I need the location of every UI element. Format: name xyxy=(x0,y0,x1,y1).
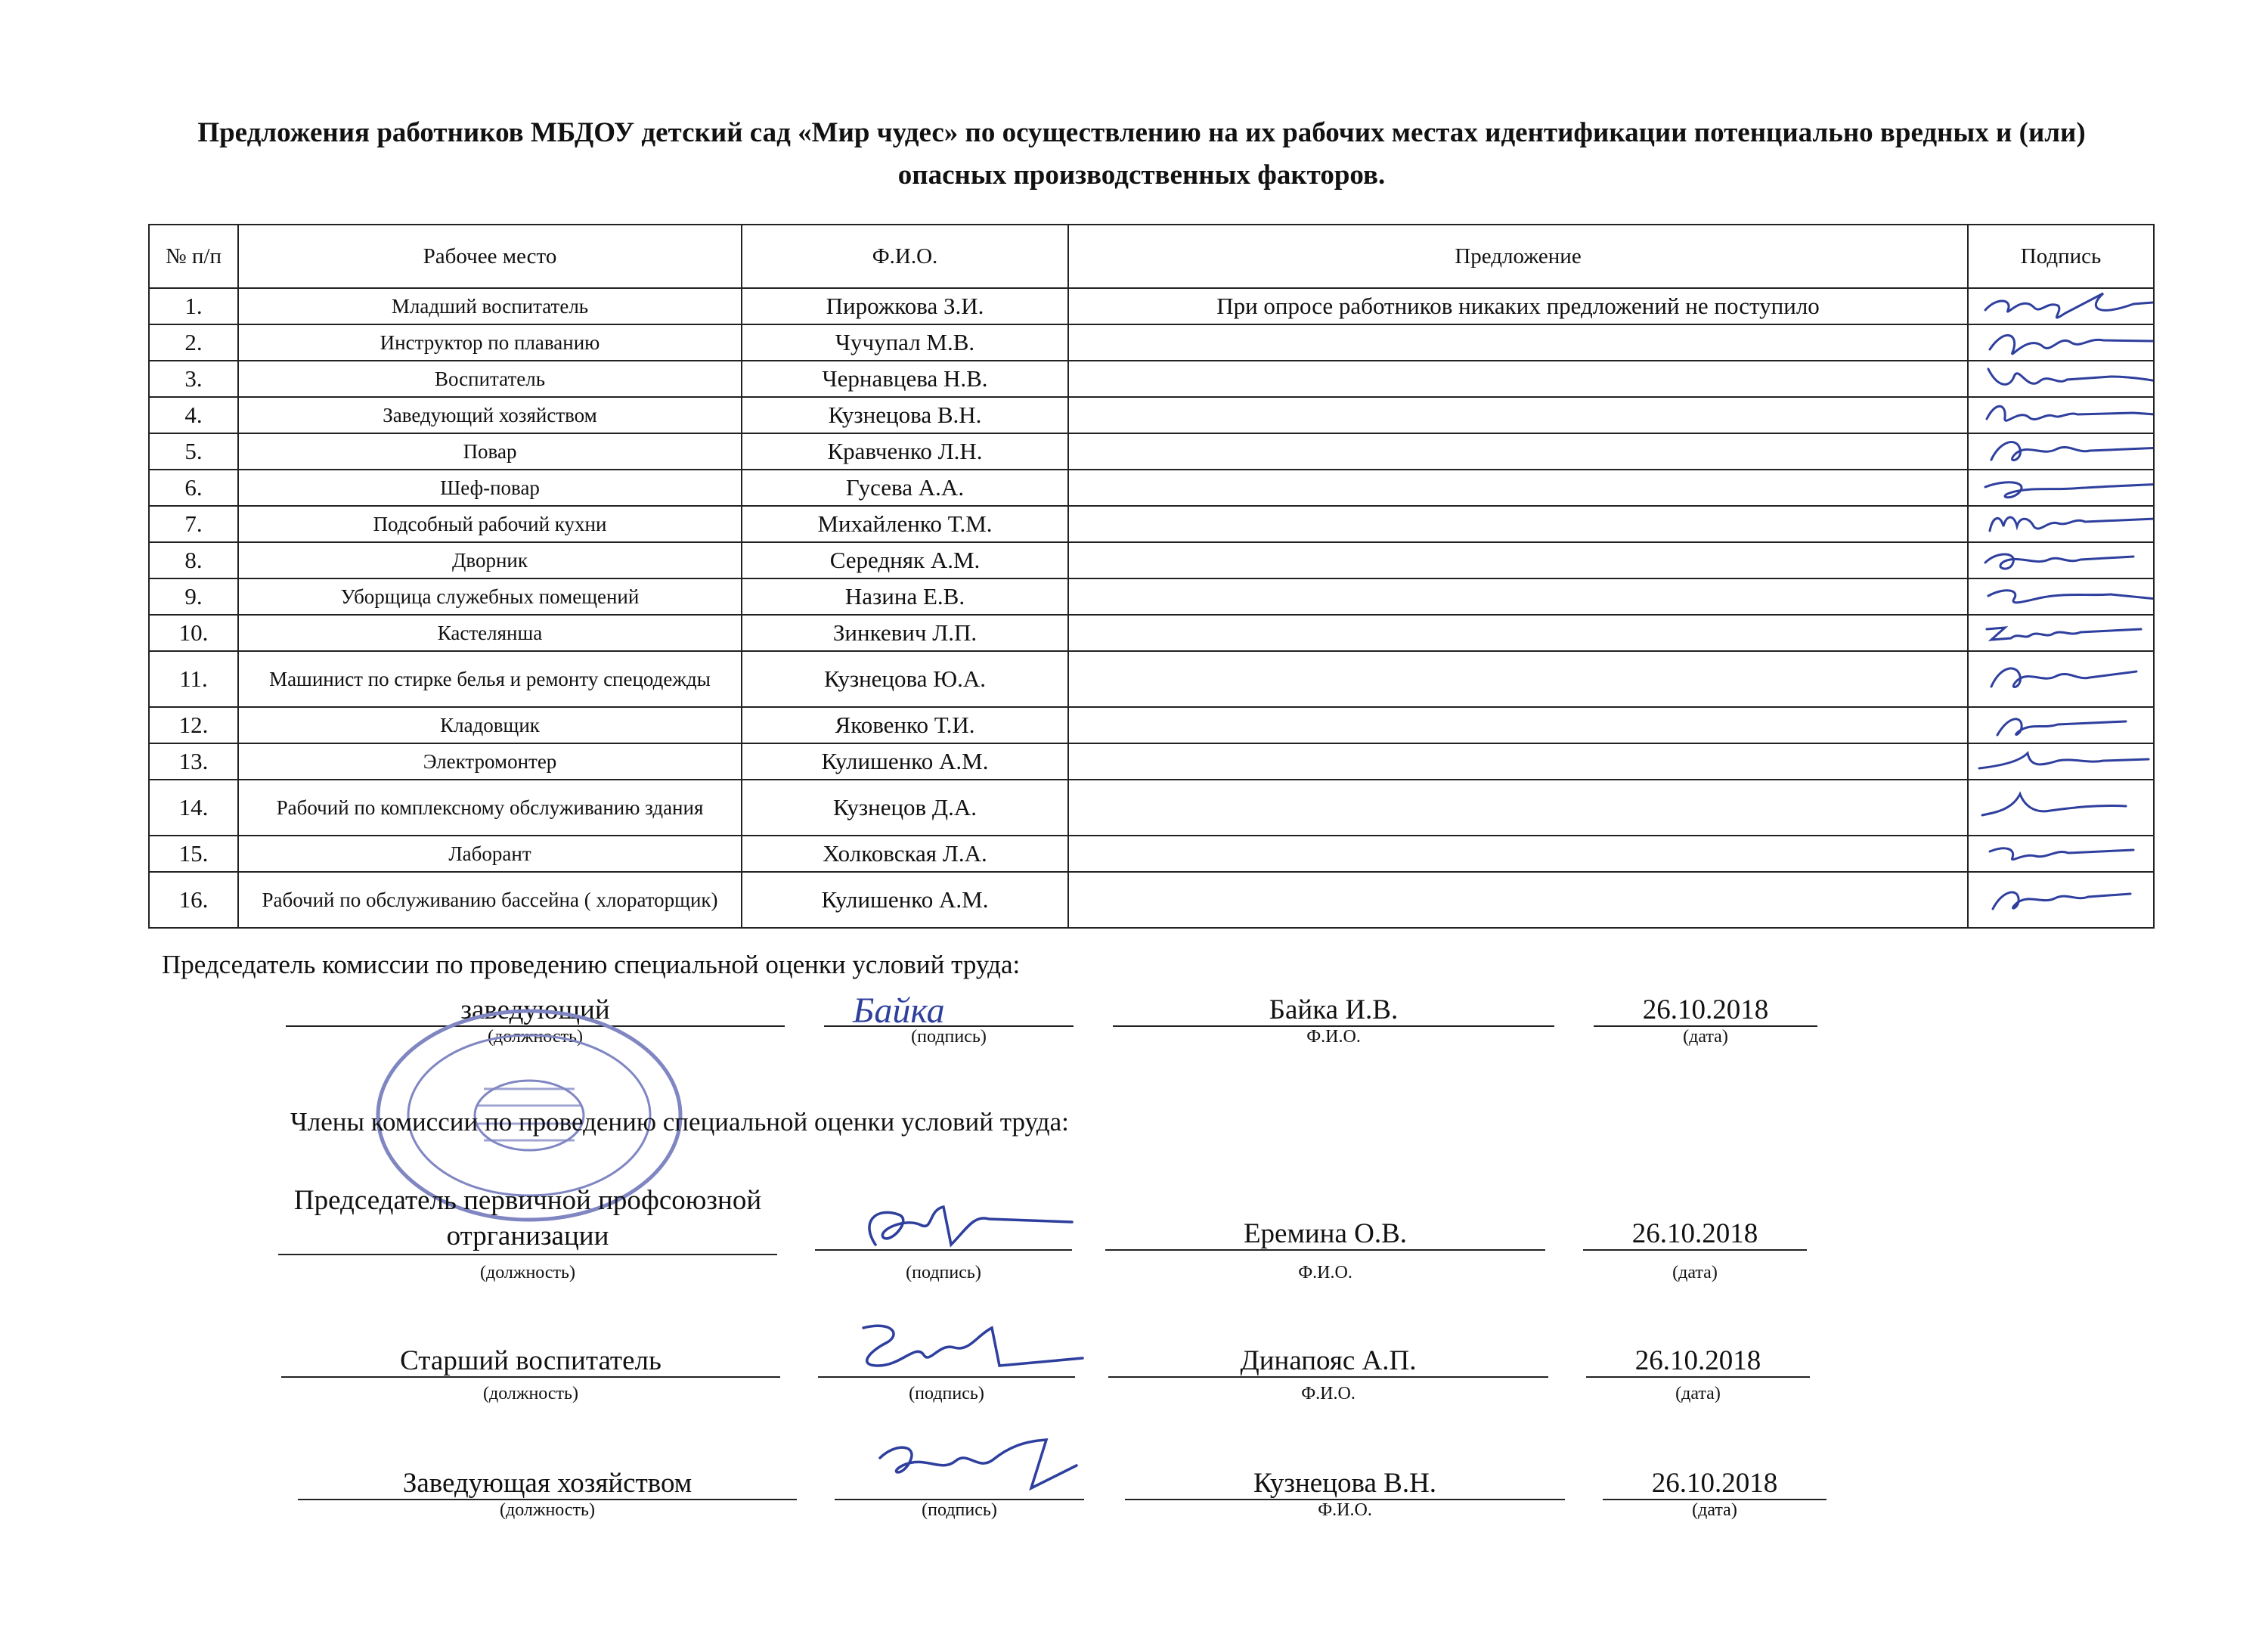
row-proposal: При опросе работников никаких предложений не поступило xyxy=(1068,288,1968,324)
member-handwritten-signature xyxy=(865,1428,1084,1503)
row-signature xyxy=(1968,542,2154,578)
chairman-heading: Председатель комиссии по проведению специальной оценки условий труда: xyxy=(162,950,1021,979)
handwritten-signature xyxy=(1975,542,2154,578)
caption-date: (дата) xyxy=(1672,1263,1718,1282)
member-position: Старший воспитатель xyxy=(281,1346,780,1378)
row-signature xyxy=(1968,651,2154,707)
row-num: 7. xyxy=(149,506,238,542)
row-signature xyxy=(1968,506,2154,542)
row-num: 2. xyxy=(149,324,238,361)
table-row xyxy=(149,542,2154,578)
row-fio: Кулишенко А.М. xyxy=(742,872,1068,928)
row-proposal xyxy=(1068,872,1968,928)
row-fio: Чучупал М.В. xyxy=(742,324,1068,361)
table-row xyxy=(149,324,2154,361)
row-workplace: Инструктор по плаванию xyxy=(238,324,742,361)
row-num: 15. xyxy=(149,836,238,872)
caption-name: Ф.И.О. xyxy=(1301,1384,1356,1403)
row-signature xyxy=(1968,836,2154,872)
row-workplace: Повар xyxy=(238,433,742,470)
chairman-name: Байка И.В. xyxy=(1113,995,1554,1027)
handwritten-signature xyxy=(1975,288,2154,324)
row-proposal xyxy=(1068,470,1968,506)
row-workplace: Заведующий хозяйством xyxy=(238,397,742,433)
member-name: Еремина О.В. xyxy=(1105,1219,1545,1251)
header-proposal: Предложение xyxy=(1068,225,1968,288)
row-num: 14. xyxy=(149,780,238,836)
caption-name: Ф.И.О. xyxy=(1306,1027,1361,1047)
row-signature xyxy=(1968,324,2154,361)
row-workplace: Шеф-повар xyxy=(238,470,742,506)
row-proposal xyxy=(1068,743,1968,780)
header-fio: Ф.И.О. xyxy=(742,225,1068,288)
caption-date: (дата) xyxy=(1675,1384,1721,1403)
row-num: 1. xyxy=(149,288,238,324)
row-num: 8. xyxy=(149,542,238,578)
member-position: Заведующая хозяйством xyxy=(298,1469,797,1500)
caption-date: (дата) xyxy=(1692,1500,1737,1520)
row-workplace: Рабочий по комплексному обслуживанию здания xyxy=(238,780,742,836)
row-fio: Середняк А.М. xyxy=(742,542,1068,578)
row-signature xyxy=(1968,615,2154,651)
row-num: 5. xyxy=(149,433,238,470)
header-workplace: Рабочее место xyxy=(238,225,742,288)
row-fio: Кузнецов Д.А. xyxy=(742,780,1068,836)
member-name: Кузнецова В.Н. xyxy=(1125,1469,1565,1500)
caption-signature: (подпись) xyxy=(911,1027,987,1047)
row-workplace: Младший воспитатель xyxy=(238,288,742,324)
table-row xyxy=(149,651,2154,707)
row-workplace: Уборщица служебных помещений xyxy=(238,578,742,615)
table-row xyxy=(149,433,2154,470)
handwritten-signature xyxy=(1975,836,2154,872)
row-workplace: Кастелянша xyxy=(238,615,742,651)
row-proposal xyxy=(1068,780,1968,836)
handwritten-signature xyxy=(1975,780,2154,836)
table-row xyxy=(149,780,2154,836)
handwritten-signature xyxy=(1975,470,2154,506)
row-signature xyxy=(1968,780,2154,836)
chairman-signature-text: Байка xyxy=(853,991,945,1031)
row-signature xyxy=(1968,578,2154,615)
table-row xyxy=(149,470,2154,506)
header-num: № п/п xyxy=(149,225,238,288)
table-row xyxy=(149,506,2154,542)
handwritten-signature xyxy=(1975,651,2154,707)
handwritten-signature xyxy=(1975,743,2154,780)
row-workplace: Рабочий по обслуживанию бассейна ( хлораторщик) xyxy=(238,872,742,928)
row-num: 13. xyxy=(149,743,238,780)
members-heading: Члены комиссии по проведению специальной оценки условий труда: xyxy=(290,1107,1069,1137)
row-proposal xyxy=(1068,506,1968,542)
member-date: 26.10.2018 xyxy=(1583,1219,1807,1251)
row-proposal xyxy=(1068,707,1968,743)
caption-signature: (подпись) xyxy=(922,1500,997,1520)
row-workplace: Электромонтер xyxy=(238,743,742,780)
row-fio: Яковенко Т.И. xyxy=(742,707,1068,743)
table-row xyxy=(149,361,2154,397)
row-signature xyxy=(1968,433,2154,470)
member-handwritten-signature xyxy=(830,1192,1087,1264)
row-fio: Назина Е.В. xyxy=(742,578,1068,615)
row-proposal xyxy=(1068,361,1968,397)
row-fio: Михайленко Т.М. xyxy=(742,506,1068,542)
member-signature-line xyxy=(818,1346,1075,1378)
row-fio: Зинкевич Л.П. xyxy=(742,615,1068,651)
caption-name: Ф.И.О. xyxy=(1298,1263,1352,1282)
row-signature xyxy=(1968,872,2154,928)
row-proposal xyxy=(1068,324,1968,361)
handwritten-signature xyxy=(1975,324,2154,361)
row-fio: Кузнецова В.Н. xyxy=(742,397,1068,433)
member-signature-line xyxy=(835,1469,1084,1500)
caption-signature: (подпись) xyxy=(909,1384,984,1403)
table-row xyxy=(149,707,2154,743)
table-row xyxy=(149,836,2154,872)
table-row xyxy=(149,615,2154,651)
table-row xyxy=(149,872,2154,928)
caption-position: (должность) xyxy=(500,1500,595,1520)
document-title: Предложения работников МБДОУ детский сад «Мир чудес» по осуществлению на их рабочих местах идентификации потенциально вредных и (или) опасных производственных факторов. xyxy=(197,117,2086,191)
row-num: 16. xyxy=(149,872,238,928)
row-fio: Гусева А.А. xyxy=(742,470,1068,506)
row-workplace: Подсобный рабочий кухни xyxy=(238,506,742,542)
row-fio: Кузнецова Ю.А. xyxy=(742,651,1068,707)
row-proposal xyxy=(1068,397,1968,433)
row-signature xyxy=(1968,707,2154,743)
chairman-position: заведующий xyxy=(286,995,785,1027)
row-num: 11. xyxy=(149,651,238,707)
row-proposal xyxy=(1068,651,1968,707)
handwritten-signature xyxy=(1975,397,2154,433)
row-workplace: Машинист по стирке белья и ремонту спецодежды xyxy=(238,651,742,707)
row-num: 4. xyxy=(149,397,238,433)
handwritten-signature xyxy=(1975,361,2154,397)
row-proposal xyxy=(1068,578,1968,615)
row-signature xyxy=(1968,397,2154,433)
table-row xyxy=(149,288,2154,324)
caption-signature: (подпись) xyxy=(906,1263,981,1282)
row-signature xyxy=(1968,470,2154,506)
member-date: 26.10.2018 xyxy=(1586,1346,1810,1378)
row-fio: Кулишенко А.М. xyxy=(742,743,1068,780)
row-signature xyxy=(1968,361,2154,397)
chairman-signature-line xyxy=(824,991,1074,1031)
header-signature: Подпись xyxy=(1968,225,2154,288)
handwritten-signature xyxy=(1975,506,2154,542)
row-workplace: Кладовщик xyxy=(238,707,742,743)
member-position: Председатель первичной профсоюзной отрганизации xyxy=(278,1183,777,1255)
member-handwritten-signature xyxy=(833,1313,1090,1388)
table-row xyxy=(149,397,2154,433)
table-row xyxy=(149,578,2154,615)
handwritten-signature xyxy=(1975,707,2154,743)
row-proposal xyxy=(1068,615,1968,651)
row-num: 9. xyxy=(149,578,238,615)
row-num: 6. xyxy=(149,470,238,506)
row-num: 10. xyxy=(149,615,238,651)
handwritten-signature xyxy=(1975,615,2154,651)
caption-position: (должность) xyxy=(483,1384,578,1403)
proposals-table xyxy=(148,224,2155,929)
table-row xyxy=(149,743,2154,780)
caption-position: (должность) xyxy=(488,1027,583,1047)
row-proposal xyxy=(1068,542,1968,578)
member-name: Динапояс А.П. xyxy=(1108,1346,1548,1378)
row-fio: Холковская Л.А. xyxy=(742,836,1068,872)
member-signature-line xyxy=(815,1219,1072,1251)
handwritten-signature xyxy=(1975,433,2154,470)
table-header-row xyxy=(149,225,2154,288)
row-proposal xyxy=(1068,836,1968,872)
member-date: 26.10.2018 xyxy=(1603,1469,1826,1500)
row-proposal xyxy=(1068,433,1968,470)
row-fio: Чернавцева Н.В. xyxy=(742,361,1068,397)
row-workplace: Дворник xyxy=(238,542,742,578)
row-num: 3. xyxy=(149,361,238,397)
handwritten-signature xyxy=(1975,578,2154,615)
row-signature xyxy=(1968,743,2154,780)
row-fio: Кравченко Л.Н. xyxy=(742,433,1068,470)
chairman-date: 26.10.2018 xyxy=(1594,995,1817,1027)
caption-position: (должность) xyxy=(480,1263,575,1282)
row-num: 12. xyxy=(149,707,238,743)
row-workplace: Лаборант xyxy=(238,836,742,872)
caption-name: Ф.И.О. xyxy=(1318,1500,1372,1520)
row-signature xyxy=(1968,288,2154,324)
handwritten-signature xyxy=(1975,872,2154,928)
row-workplace: Воспитатель xyxy=(238,361,742,397)
row-fio: Пирожкова З.И. xyxy=(742,288,1068,324)
caption-date: (дата) xyxy=(1683,1027,1728,1047)
